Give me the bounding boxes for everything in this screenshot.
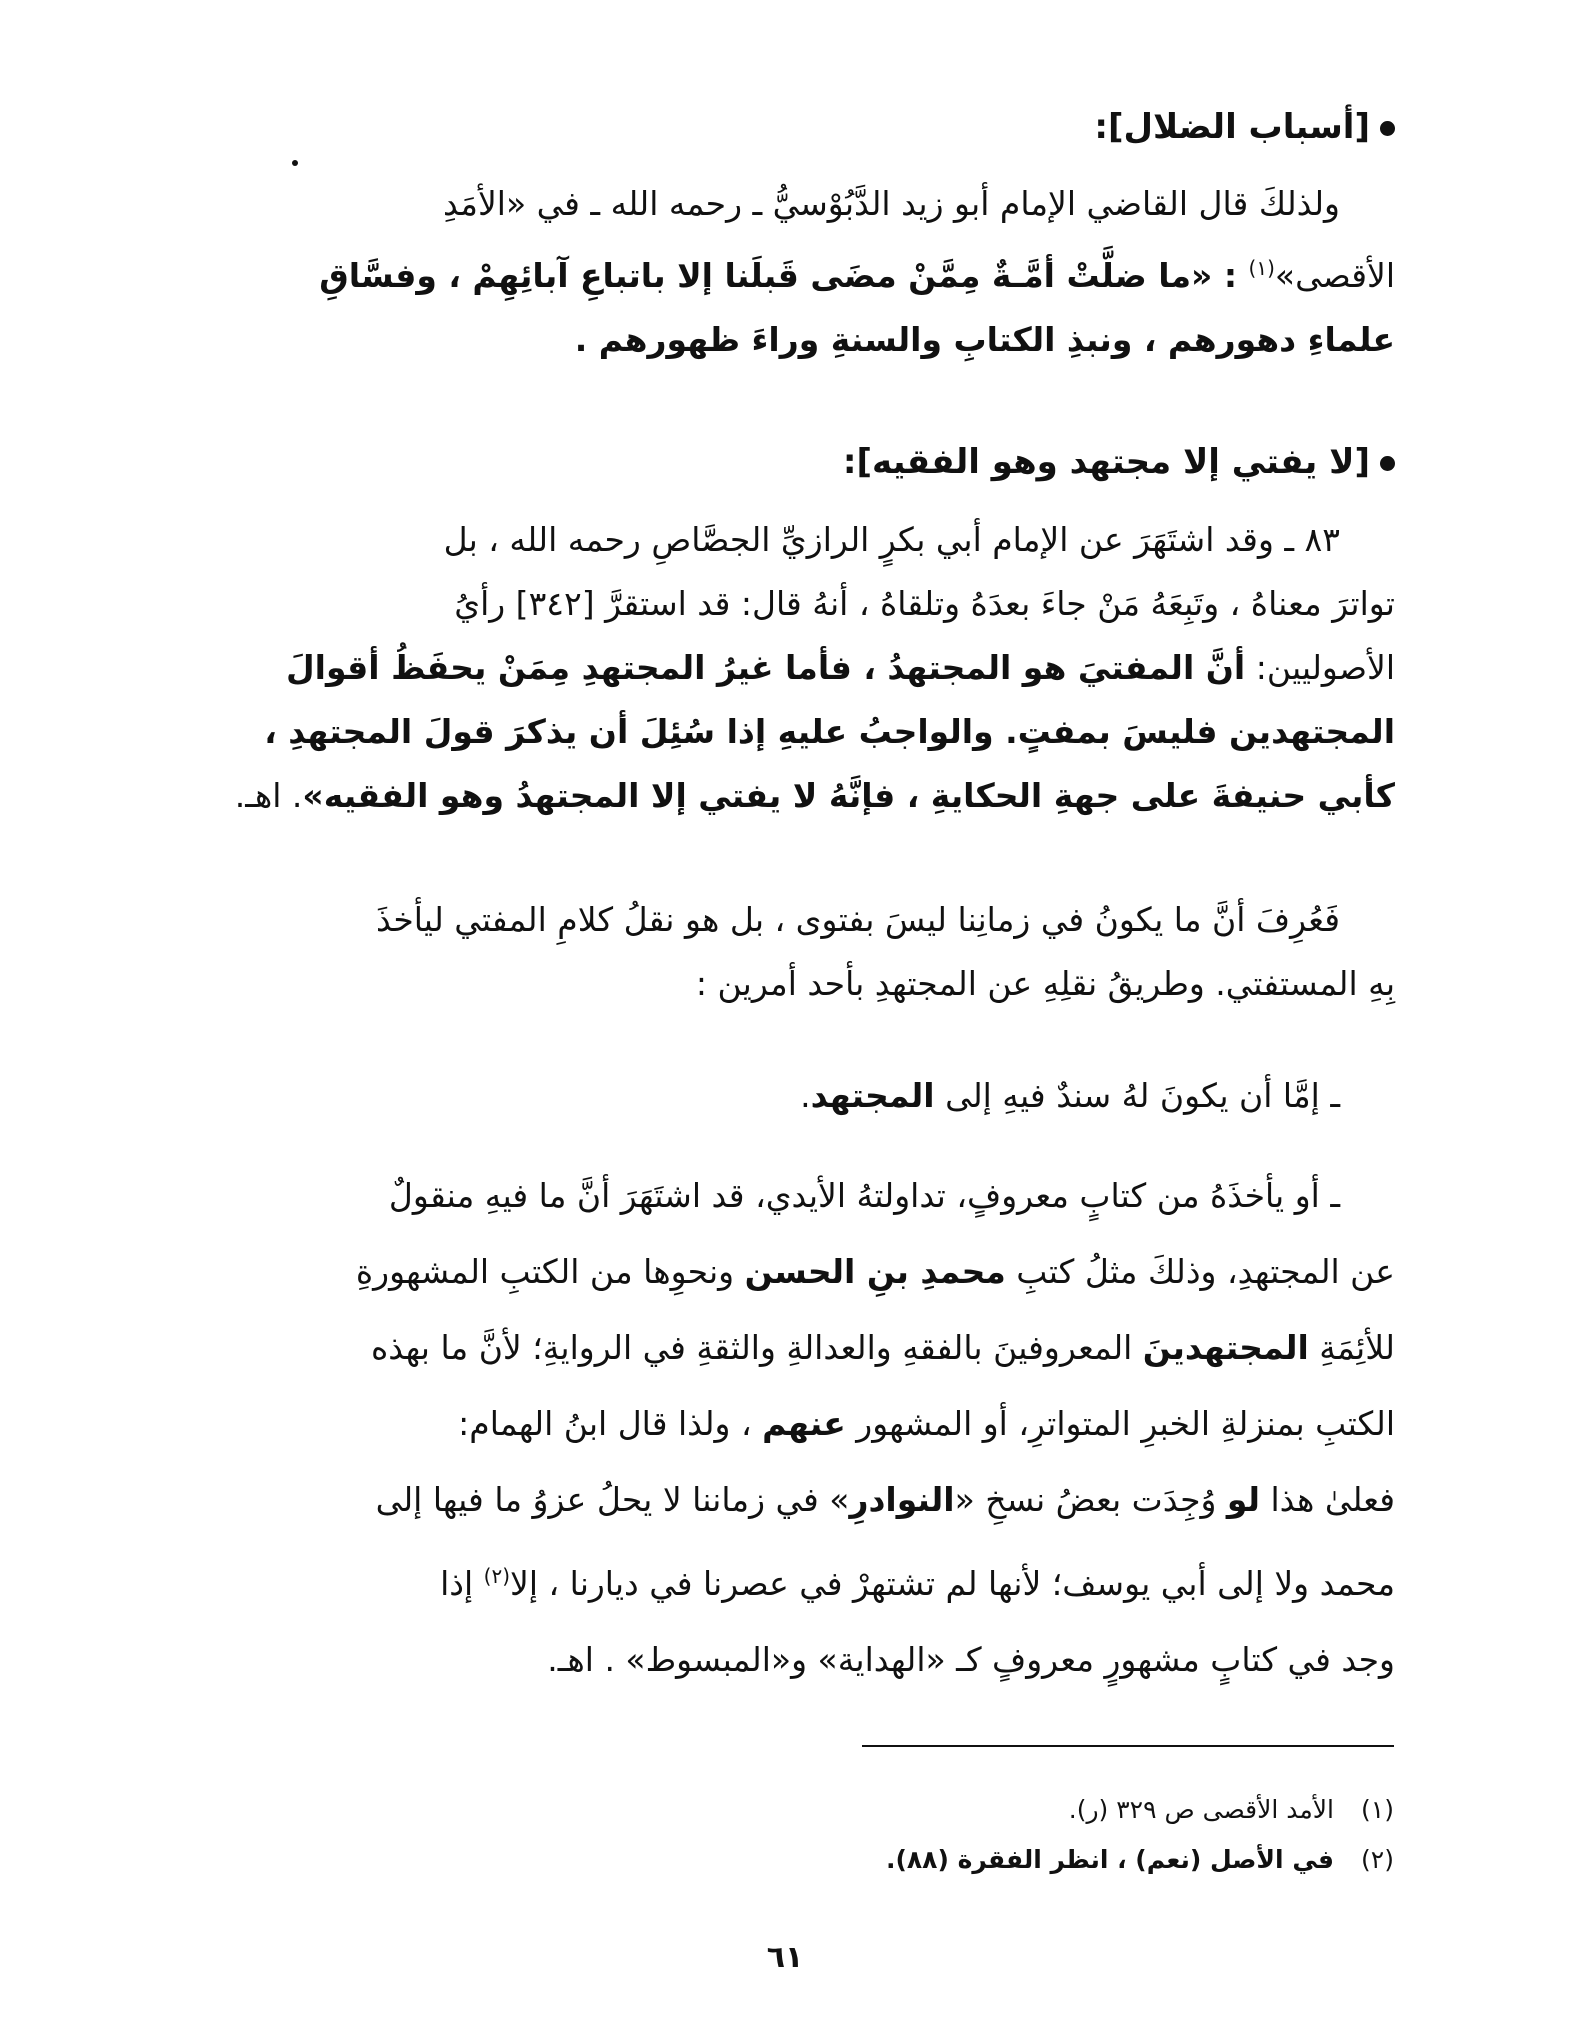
paragraph-line: محمد ولا إلى أبي يوسف؛ لأنها لم تشتهرْ في عصرنا في ديارنا ، إلا$^{(٢)}$ إذا [440,1564,1395,1603]
paragraph-line: المجتهدين فليسَ بمفتٍ. والواجبُ عليهِ إذا سُئِلَ أن يذكرَ قولَ المجتهدِ ، [264,712,1395,751]
page-number: ٦١ [766,1940,804,1975]
paragraph-line: ٨٣ ـ وقد اشتَهَرَ عن الإمام أبي بكرٍ الرازيِّ الجصَّاصِ رحمه الله ، بل [443,520,1340,559]
bullet-icon [1380,456,1395,471]
paragraph-line: ولذلكَ قال القاضي الإمام أبو زيد الدَّبُوْسيُّ ـ رحمه الله ـ في «الأمَدِ [442,184,1340,223]
paragraph-line: فعلىٰ هذا لو وُجِدَت بعضُ نسخِ «النوادرِ» في زماننا لا يحلُ عزوُ ما فيها إلى [375,1480,1395,1519]
paragraph-line: فَعُرِفَ أنَّ ما يكونُ في زمانِنا ليسَ بفتوى ، بل هو نقلُ كلامِ المفتي ليأخذَ [376,900,1340,939]
footnote-ref: (٢) [483,1564,511,1588]
footnote-2: (٢)في الأصل (نعم) ، انظر الفقرة (٨٨). [885,1845,1394,1874]
paragraph-line: ـ أو يأخذَهُ من كتابٍ معروفٍ، تداولتهُ الأيدي، قد اشتَهَرَ أنَّ ما فيهِ منقولٌ [388,1176,1340,1215]
footnote-separator [862,1745,1394,1747]
section-heading-mufti: [لا يفتي إلا مجتهد وهو الفقيه]: [205,440,1395,484]
section-heading-causes: [أسباب الضلال]: [205,105,1395,149]
paragraph-line: كأبي حنيفةَ على جهةِ الحكايةِ ، فإنَّهُ لا يفتي إلا المجتهدُ وهو الفقيه». اهـ. [234,776,1395,815]
paragraph-3 [205,888,1395,1016]
footnote-1: (١)الأمد الأقصى ص ٣٢٩ (ر). [1068,1795,1394,1824]
paragraph-line: الأقصى»$^{(١)}$ : «ما ضلَّتْ أمَّـةٌ مِمَّنْ مضَى قَبلَنا إلا باتباعِ آبائِهِمْ ، وفسَّاقِ [319,256,1395,295]
paragraph-line: بِهِ المستفتي. وطريقُ نقلِهِ عن المجتهدِ بأحد أمرين : [695,964,1395,1003]
paragraph-option-2 [205,1158,1395,1698]
bullet-icon [1380,121,1395,136]
paragraph-1 [205,172,1395,372]
paragraph-line: عن المجتهدِ، وذلكَ مثلُ كتبِ محمدِ بنِ الحسن ونحوِها من الكتبِ المشهورةِ [355,1252,1395,1291]
paragraph-line: للأئِمَةِ المجتهدينَ المعروفينَ بالفقهِ والعدالةِ والثقةِ في الروايةِ؛ لأنَّ ما بهذه [370,1328,1395,1367]
paragraph-line: الأصوليين: أنَّ المفتيَ هو المجتهدُ ، فأما غيرُ المجتهدِ مِمَنْ يحفَظُ أقوالَ [286,648,1395,687]
stray-dot [292,160,298,166]
paragraph-option-1 [205,1064,1395,1128]
paragraph-line: الكتبِ بمنزلةِ الخبرِ المتواترِ، أو المشهور عنهم ، ولذا قال ابنُ الهمام: [458,1404,1395,1443]
footnotes [700,1785,1394,1885]
paragraph-line: تواترَ معناهُ ، وتَبِعَهُ مَنْ جاءَ بعدَهُ وتلقاهُ ، أنهُ قال: قد استقرَّ [٣٤٢] رأيُ [454,584,1395,623]
footnote-ref: (١) [1248,256,1275,280]
paragraph-line: وجد في كتابٍ مشهورٍ معروفٍ كـ «الهداية» و«المبسوط» . اهـ. [547,1640,1395,1679]
paragraph-line: علماءِ دهورهم ، ونبذِ الكتابِ والسنةِ وراءَ ظهورهم . [574,320,1395,359]
paragraph-83 [205,508,1395,828]
paragraph-line: ـ إمَّا أن يكونَ لهُ سندٌ فيهِ إلى المجتهد. [800,1076,1340,1115]
